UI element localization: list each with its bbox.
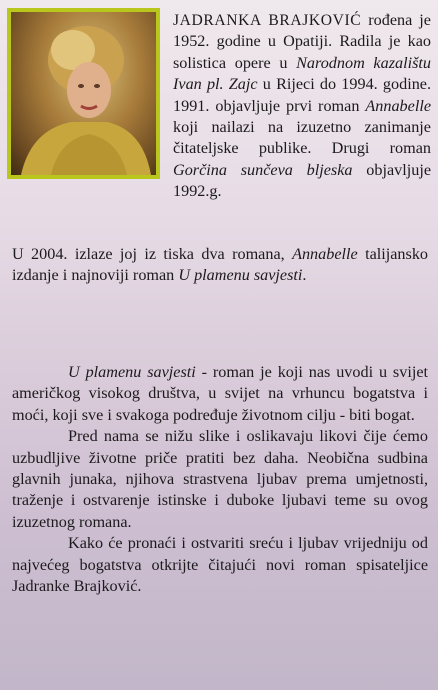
author-photo-frame (7, 8, 160, 179)
author-bio-continued (12, 244, 428, 287)
summary-paragraph-1: U plamenu savjesti - roman je koji nas uvodi u svijet američkog visokog društva, u svijet na vrhuncu bogatstva i moći, koji sve i svakoga podređuje životnom cilju - biti bogat. (12, 363, 429, 424)
author-bio-paragraph: JADRANKA BRAJKOVIĆ rođena je 1952. godine u Opatiji. Radila je kao solistica opere u Narodnom kazalištu Ivan pl. Zajc u Rijeci do 1994. godine. 1991. objavljuje prvi roman Annabelle koji nailazi na izuzetno zanimanje čitateljske publike. Drugi roman Gorčina sunčeva bljeska objavljuje 1992.g. (173, 11, 432, 201)
summary-paragraph-3: Kako će pronaći i ostvariti sreću i ljubav vrijedniju od najvećeg bogatstva otkrijte čitajući novi roman spisateljice Jadranke Brajković. (12, 534, 428, 596)
book-title: Annabelle (292, 245, 358, 263)
book-title: U plamenu savjesti (68, 363, 196, 381)
book-title: Gorčina sunčeva bljeska (173, 160, 353, 179)
theatre-name: Narodnom kazalištu Ivan pl. Zajc (173, 53, 431, 94)
summary-paragraph-2: Pred nama se nižu slike i oslikavaju likovi čije ćemo uzbudljive životne priče pratiti bez daha. Neobična sudbina glavnih junaka, njihova strastvena ljubav prema umjetnosti, traženje i ostvarenje istinske i duboke ljubavi teme su ovog izuzetnog romana. (12, 427, 428, 531)
author-name: JADRANKA BRAJKOVIĆ (173, 12, 362, 29)
book-title: U plamenu savjesti (178, 266, 303, 285)
author-portrait-illustration (11, 12, 156, 175)
bio-continued-paragraph: U 2004. izlaze joj iz tiska dva romana, Annabelle talijansko izdanje i najnoviji roman U plamenu savjesti. (12, 245, 429, 285)
author-bio (173, 10, 431, 203)
author-photo (11, 12, 156, 175)
book-title: Annabelle (365, 96, 432, 115)
book-summary (12, 362, 428, 597)
